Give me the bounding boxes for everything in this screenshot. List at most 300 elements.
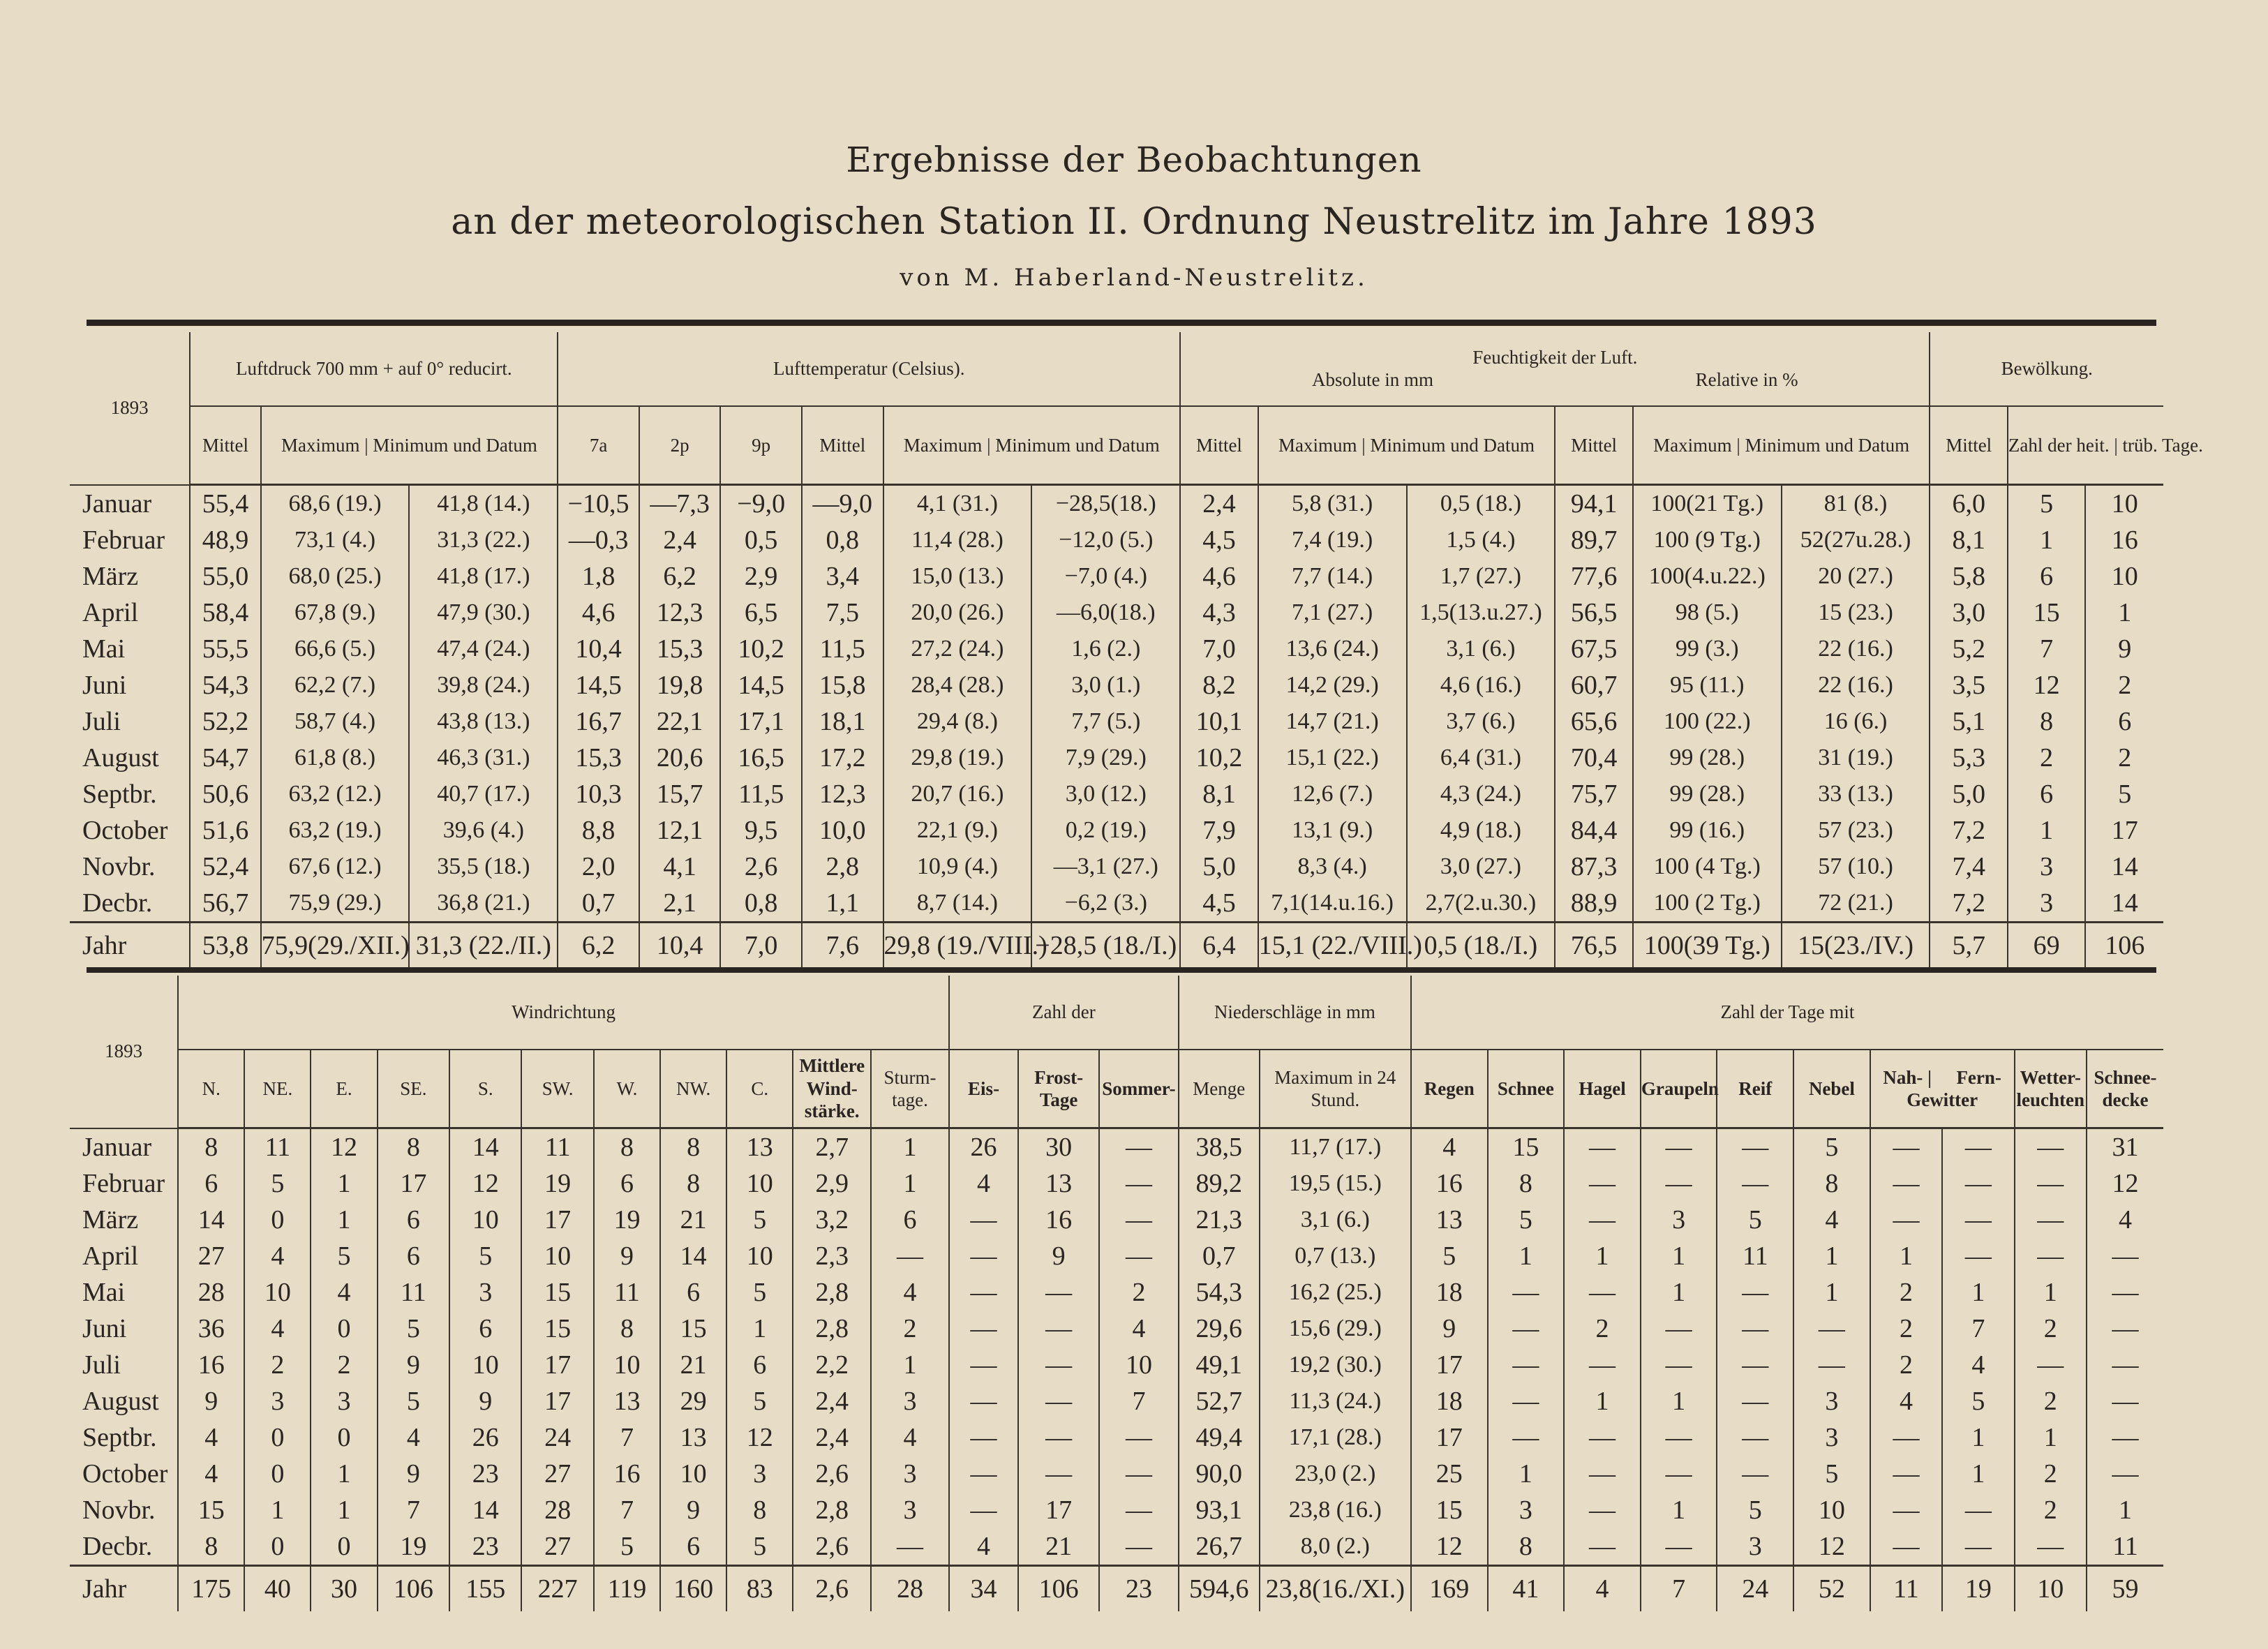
- bottom-value-cell: 0,7: [1179, 1238, 1260, 1274]
- top-value-cell: 3,0 (1.): [1031, 667, 1180, 703]
- bottom-jahr-cell: 59: [2087, 1566, 2163, 1612]
- top-value-cell: 15,3: [558, 740, 639, 776]
- bottom-value-cell: 2: [2015, 1456, 2087, 1492]
- bottom-value-cell: —: [871, 1528, 949, 1566]
- bottom-value-cell: —: [1018, 1383, 1099, 1419]
- bottom-value-cell: 1: [1488, 1456, 1565, 1492]
- top-row: [70, 703, 2163, 740]
- top-value-cell: —7,3: [639, 485, 721, 523]
- bottom-row: [70, 1492, 2163, 1528]
- top-value-cell: 73,1 (4.): [261, 522, 410, 558]
- top-value-cell: 6,2: [639, 558, 721, 595]
- top-value-cell: 36,8 (21.): [409, 885, 558, 923]
- top-jahr-cell: 69: [2008, 923, 2085, 969]
- bottom-value-cell: —: [2087, 1238, 2163, 1274]
- bottom-value-cell: 12: [449, 1165, 521, 1202]
- top-value-cell: 15,7: [639, 776, 721, 812]
- bottom-row: [70, 1311, 2163, 1347]
- top-value-cell: 77,6: [1555, 558, 1632, 595]
- wind-n-header: N.: [178, 1050, 244, 1128]
- bottom-value-cell: —: [1099, 1456, 1179, 1492]
- bottom-jahr-cell: 119: [594, 1566, 660, 1612]
- bottom-value-cell: 10: [660, 1456, 726, 1492]
- top-value-cell: 12,3: [639, 595, 721, 631]
- bottom-value-cell: 5: [1793, 1128, 1870, 1166]
- bottom-value-cell: —: [871, 1238, 949, 1274]
- bottom-month-cell: April: [82, 1241, 139, 1271]
- niederschlaege-header: Niederschläge in mm: [1179, 976, 1411, 1050]
- bottom-value-cell: 2: [871, 1311, 949, 1347]
- top-value-cell: 46,3 (31.): [409, 740, 558, 776]
- bottom-row: [70, 1528, 2163, 1566]
- bottom-row: [70, 1456, 2163, 1492]
- bottom-value-cell: 15: [1488, 1128, 1565, 1166]
- top-value-cell: 6,0: [1930, 485, 2007, 523]
- top-value-cell: 65,6: [1555, 703, 1632, 740]
- top-value-cell: 12: [2008, 667, 2085, 703]
- top-value-cell: 5,3: [1930, 740, 2007, 776]
- top-value-cell: 4,1: [639, 849, 721, 885]
- top-value-cell: 3,0: [1930, 595, 2007, 631]
- bottom-value-cell: 3: [871, 1492, 949, 1528]
- tage-mit-header: Zahl der Tage mit: [1411, 976, 2163, 1050]
- bottom-value-cell: 17: [378, 1165, 449, 1202]
- bottom-value-cell: 6: [726, 1347, 793, 1383]
- bottom-value-cell: 3: [871, 1383, 949, 1419]
- bew-zahl-header: Zahl der heit. | trüb. Tage.: [2008, 406, 2163, 485]
- top-value-cell: 100 (2 Tg.): [1633, 885, 1782, 923]
- bottom-value-cell: 11: [594, 1274, 660, 1311]
- top-value-cell: 40,7 (17.): [409, 776, 558, 812]
- bottom-value-cell: 8: [594, 1128, 660, 1166]
- bottom-value-cell: 17: [521, 1347, 593, 1383]
- bottom-value-cell: 90,0: [1179, 1456, 1260, 1492]
- top-value-cell: 31 (19.): [1782, 740, 1930, 776]
- top-value-cell: 67,6 (12.): [261, 849, 410, 885]
- top-value-cell: 15,3: [639, 631, 721, 667]
- bottom-row: [70, 1419, 2163, 1456]
- bottom-value-cell: —: [1717, 1456, 1793, 1492]
- bottom-value-cell: 49,4: [1179, 1419, 1260, 1456]
- top-value-cell: 8: [2008, 703, 2085, 740]
- bottom-value-cell: 1: [726, 1311, 793, 1347]
- bottom-value-cell: 12: [1411, 1528, 1488, 1566]
- bottom-value-cell: 1: [2015, 1274, 2087, 1311]
- top-jahr-cell: 6,2: [558, 923, 639, 969]
- top-value-cell: 20,0 (26.): [883, 595, 1032, 631]
- bottom-value-cell: 5: [1411, 1238, 1488, 1274]
- bottom-value-cell: 5: [1942, 1383, 2014, 1419]
- top-value-cell: 7,4 (19.): [1258, 522, 1407, 558]
- bottom-value-cell: 8: [726, 1492, 793, 1528]
- nah-label: Nah- |: [1883, 1066, 1932, 1088]
- top-value-cell: 7,5: [802, 595, 883, 631]
- bottom-value-cell: —: [1942, 1528, 2014, 1566]
- top-row: [70, 812, 2163, 849]
- bottom-value-cell: 19: [594, 1202, 660, 1238]
- bottom-value-cell: —: [949, 1383, 1018, 1419]
- bottom-value-cell: —: [1793, 1347, 1870, 1383]
- schnee-header: Schnee: [1488, 1050, 1565, 1128]
- top-value-cell: 2,0: [558, 849, 639, 885]
- top-value-cell: 7,9 (29.): [1031, 740, 1180, 776]
- top-value-cell: 4,3 (24.): [1407, 776, 1555, 812]
- bottom-value-cell: —: [1488, 1347, 1565, 1383]
- top-value-cell: 75,7: [1555, 776, 1632, 812]
- top-month-cell: Mai: [82, 634, 126, 664]
- top-row: [70, 667, 2163, 703]
- bottom-value-cell: 2,6: [793, 1456, 871, 1492]
- bottom-value-cell: 9: [378, 1347, 449, 1383]
- top-value-cell: 56,5: [1555, 595, 1632, 631]
- bottom-value-cell: 10: [594, 1347, 660, 1383]
- bottom-value-cell: 8,0 (2.): [1260, 1528, 1411, 1566]
- bottom-jahr-cell: 155: [449, 1566, 521, 1612]
- top-value-cell: 1,5 (4.): [1407, 522, 1555, 558]
- bottom-value-cell: —: [949, 1202, 1018, 1238]
- bottom-value-cell: —: [2087, 1347, 2163, 1383]
- bottom-value-cell: 2: [1870, 1311, 1942, 1347]
- bottom-value-cell: 3,1 (6.): [1260, 1202, 1411, 1238]
- bottom-value-cell: —: [1564, 1347, 1641, 1383]
- top-value-cell: 67,5: [1555, 631, 1632, 667]
- bottom-value-cell: 2: [1099, 1274, 1179, 1311]
- bottom-value-cell: 28: [178, 1274, 244, 1311]
- top-row: [70, 740, 2163, 776]
- bottom-value-cell: 1: [871, 1128, 949, 1166]
- top-value-cell: 14,5: [720, 667, 802, 703]
- top-value-cell: 29,8 (19.): [883, 740, 1032, 776]
- top-jahr-cell: 6,4: [1180, 923, 1258, 969]
- bottom-value-cell: 1: [1641, 1492, 1717, 1528]
- top-value-cell: 20,6: [639, 740, 721, 776]
- bottom-jahr-cell: 175: [178, 1566, 244, 1612]
- top-value-cell: 47,4 (24.): [409, 631, 558, 667]
- top-value-cell: 14,5: [558, 667, 639, 703]
- bottom-value-cell: 0: [311, 1419, 377, 1456]
- bottom-value-cell: —: [1099, 1492, 1179, 1528]
- bottom-value-cell: —: [1717, 1419, 1793, 1456]
- top-value-cell: 2,1: [639, 885, 721, 923]
- bottom-value-cell: 29: [660, 1383, 726, 1419]
- top-value-cell: 2,8: [802, 849, 883, 885]
- bottom-value-cell: —: [949, 1238, 1018, 1274]
- bottom-value-cell: 1: [1488, 1238, 1565, 1274]
- bottom-jahr-cell: 24: [1717, 1566, 1793, 1612]
- bottom-row: [70, 1128, 2163, 1166]
- top-value-cell: 16: [2085, 522, 2163, 558]
- bottom-value-cell: —: [1488, 1274, 1565, 1311]
- year-header: 1893: [70, 332, 190, 485]
- top-value-cell: 2,9: [720, 558, 802, 595]
- sommertage-header: Sommer-: [1099, 1050, 1179, 1128]
- top-jahr-cell: 75,9(29./XII.): [261, 923, 410, 969]
- bottom-value-cell: 49,1: [1179, 1347, 1260, 1383]
- bottom-value-cell: 13: [594, 1383, 660, 1419]
- bottom-value-cell: 38,5: [1179, 1128, 1260, 1166]
- top-value-cell: 1: [2008, 522, 2085, 558]
- bottom-value-cell: 17,1 (28.): [1260, 1419, 1411, 1456]
- bottom-value-cell: 15: [521, 1311, 593, 1347]
- climate-table-bottom: [70, 976, 2163, 1611]
- wind-sw-header: SW.: [521, 1050, 593, 1128]
- bottom-value-cell: 6: [378, 1238, 449, 1274]
- rel-maxmin-header: Maximum | Minimum und Datum: [1633, 406, 1930, 485]
- top-value-cell: 10,4: [558, 631, 639, 667]
- bottom-value-cell: 5: [726, 1202, 793, 1238]
- middle-rule: [87, 967, 2156, 973]
- bottom-value-cell: 27: [521, 1528, 593, 1566]
- top-value-cell: 14,7 (21.): [1258, 703, 1407, 740]
- bottom-value-cell: 19: [378, 1528, 449, 1566]
- top-value-cell: 0,5 (18.): [1407, 485, 1555, 523]
- top-value-cell: 15 (23.): [1782, 595, 1930, 631]
- bottom-jahr-cell: 28: [871, 1566, 949, 1612]
- bottom-value-cell: 4: [1099, 1311, 1179, 1347]
- top-value-cell: 2,4: [1180, 485, 1258, 523]
- bottom-value-cell: 7: [378, 1492, 449, 1528]
- top-value-cell: 17,2: [802, 740, 883, 776]
- bottom-value-cell: 6: [660, 1274, 726, 1311]
- bottom-month-cell: Januar: [82, 1132, 152, 1162]
- bottom-jahr-label: Jahr: [70, 1566, 178, 1612]
- bottom-value-cell: 3: [871, 1456, 949, 1492]
- bottom-value-cell: —: [1488, 1311, 1565, 1347]
- bottom-value-cell: —: [1018, 1274, 1099, 1311]
- bottom-value-cell: 0,7 (13.): [1260, 1238, 1411, 1274]
- top-month-cell: August: [82, 743, 159, 773]
- top-value-cell: 41,8 (17.): [409, 558, 558, 595]
- top-value-cell: 68,6 (19.): [261, 485, 410, 523]
- top-value-cell: 99 (16.): [1633, 812, 1782, 849]
- bottom-value-cell: 1: [1564, 1238, 1641, 1274]
- bottom-value-cell: —: [1641, 1311, 1717, 1347]
- top-value-cell: 8,8: [558, 812, 639, 849]
- top-value-cell: 13,6 (24.): [1258, 631, 1407, 667]
- bottom-value-cell: 3: [311, 1383, 377, 1419]
- top-value-cell: 67,8 (9.): [261, 595, 410, 631]
- bottom-jahr-cell: 52: [1793, 1566, 1870, 1612]
- bottom-value-cell: 21,3: [1179, 1202, 1260, 1238]
- top-value-cell: 1,6 (2.): [1031, 631, 1180, 667]
- top-month-cell: April: [82, 598, 139, 627]
- bottom-value-cell: 5: [726, 1383, 793, 1419]
- bottom-value-cell: 8: [178, 1528, 244, 1566]
- bottom-month-cell: Juni: [82, 1314, 127, 1343]
- bottom-value-cell: 13: [1018, 1165, 1099, 1202]
- bottom-jahr-cell: 11: [1870, 1566, 1942, 1612]
- bottom-value-cell: 4: [1942, 1347, 2014, 1383]
- bottom-value-cell: —: [2087, 1456, 2163, 1492]
- top-value-cell: 4,6: [558, 595, 639, 631]
- lufttemperatur-header: Lufttemperatur (Celsius).: [558, 332, 1180, 406]
- gewitter-header: [1870, 1050, 2015, 1128]
- bottom-jahr-cell: 34: [949, 1566, 1018, 1612]
- top-row: [70, 595, 2163, 631]
- bottom-value-cell: —: [2087, 1383, 2163, 1419]
- title-line-2: an der meteorologischen Station II. Ordnung Neustrelitz im Jahre 1893: [451, 201, 1817, 243]
- hagel-header: Hagel: [1564, 1050, 1641, 1128]
- bottom-value-cell: —: [1018, 1456, 1099, 1492]
- bottom-value-cell: 8: [1793, 1165, 1870, 1202]
- bottom-value-cell: —: [1942, 1165, 2014, 1202]
- bottom-value-cell: —: [1870, 1202, 1942, 1238]
- top-value-cell: 15,0 (13.): [883, 558, 1032, 595]
- top-value-cell: —9,0: [802, 485, 883, 523]
- bottom-value-cell: 1: [2015, 1419, 2087, 1456]
- top-value-cell: 63,2 (12.): [261, 776, 410, 812]
- top-jahr-cell: 10,4: [639, 923, 721, 969]
- top-month-cell: Novbr.: [82, 852, 156, 881]
- bottom-value-cell: 1: [1942, 1274, 2014, 1311]
- abs-mittel-header: Mittel: [1180, 406, 1258, 485]
- top-value-cell: 54,3: [190, 667, 260, 703]
- bottom-value-cell: —: [949, 1311, 1018, 1347]
- top-value-cell: 68,0 (25.): [261, 558, 410, 595]
- top-value-cell: 10,1: [1180, 703, 1258, 740]
- top-value-cell: 98 (5.): [1633, 595, 1782, 631]
- top-jahr-cell: −28,5 (18./I.): [1031, 923, 1180, 969]
- bottom-value-cell: 4: [1870, 1383, 1942, 1419]
- bottom-jahr-cell: 7: [1641, 1566, 1717, 1612]
- bottom-value-cell: —: [1564, 1528, 1641, 1566]
- bottom-value-cell: —: [1942, 1202, 2014, 1238]
- top-row: [70, 522, 2163, 558]
- relative-header: Relative in %: [1695, 368, 1798, 390]
- bottom-value-cell: 4: [178, 1419, 244, 1456]
- top-value-cell: 1,7 (27.): [1407, 558, 1555, 595]
- bottom-value-cell: 9: [1018, 1238, 1099, 1274]
- top-value-cell: −7,0 (4.): [1031, 558, 1180, 595]
- wind-c-header: C.: [726, 1050, 793, 1128]
- bottom-value-cell: 36: [178, 1311, 244, 1347]
- title-line-1: Ergebnisse der Beobachtungen: [846, 140, 1422, 180]
- top-value-cell: 8,2: [1180, 667, 1258, 703]
- top-value-cell: 56,7: [190, 885, 260, 923]
- top-value-cell: 7,2: [1930, 885, 2007, 923]
- bottom-value-cell: —: [1793, 1311, 1870, 1347]
- top-value-cell: 15,1 (22.): [1258, 740, 1407, 776]
- top-value-cell: 50,6: [190, 776, 260, 812]
- bottom-value-cell: 5: [594, 1528, 660, 1566]
- bottom-value-cell: 21: [660, 1347, 726, 1383]
- bottom-month-cell: Novbr.: [82, 1495, 156, 1525]
- bottom-value-cell: 2: [2015, 1492, 2087, 1528]
- bottom-value-cell: 15,6 (29.): [1260, 1311, 1411, 1347]
- bottom-value-cell: 2: [1870, 1274, 1942, 1311]
- top-value-cell: 58,4: [190, 595, 260, 631]
- top-value-cell: 3: [2008, 849, 2085, 885]
- top-value-cell: 10: [2085, 485, 2163, 523]
- top-value-cell: 43,8 (13.): [409, 703, 558, 740]
- bottom-value-cell: 1: [871, 1165, 949, 1202]
- top-value-cell: 5,0: [1180, 849, 1258, 885]
- top-month-cell: Decbr.: [82, 888, 153, 918]
- bottom-value-cell: 4: [378, 1419, 449, 1456]
- top-month-cell: Februar: [82, 525, 165, 555]
- wind-se-header: SE.: [378, 1050, 449, 1128]
- bottom-row: [70, 1165, 2163, 1202]
- bottom-value-cell: 14: [449, 1128, 521, 1166]
- top-value-cell: 88,9: [1555, 885, 1632, 923]
- bottom-value-cell: 15: [178, 1492, 244, 1528]
- top-value-cell: 33 (13.): [1782, 776, 1930, 812]
- bottom-value-cell: 3,2: [793, 1202, 871, 1238]
- top-value-cell: 4,9 (18.): [1407, 812, 1555, 849]
- top-jahr-cell: 5,7: [1930, 923, 2007, 969]
- bottom-value-cell: 0: [244, 1456, 311, 1492]
- top-value-cell: 0,8: [720, 885, 802, 923]
- top-jahr-cell: 31,3 (22./II.): [409, 923, 558, 969]
- bottom-value-cell: 4: [871, 1274, 949, 1311]
- bottom-value-cell: 6: [178, 1165, 244, 1202]
- bottom-value-cell: 3: [1793, 1419, 1870, 1456]
- bottom-value-cell: —: [2015, 1238, 2087, 1274]
- bottom-value-cell: 1: [244, 1492, 311, 1528]
- bottom-value-cell: 2,8: [793, 1274, 871, 1311]
- top-jahr-cell: 7,6: [802, 923, 883, 969]
- top-value-cell: 31,3 (22.): [409, 522, 558, 558]
- top-value-cell: 5: [2008, 485, 2085, 523]
- bottom-value-cell: —: [1641, 1528, 1717, 1566]
- top-month-cell: Septbr.: [82, 779, 157, 809]
- top-value-cell: 7,1 (27.): [1258, 595, 1407, 631]
- top-value-cell: 72 (21.): [1782, 885, 1930, 923]
- bottom-value-cell: 2: [311, 1347, 377, 1383]
- top-value-cell: 75,9 (29.): [261, 885, 410, 923]
- bottom-value-cell: 30: [1018, 1128, 1099, 1166]
- bottom-value-cell: 3: [726, 1456, 793, 1492]
- bottom-value-cell: 11: [2087, 1528, 2163, 1566]
- bottom-value-cell: 9: [378, 1456, 449, 1492]
- bottom-jahr-cell: 40: [244, 1566, 311, 1612]
- top-value-cell: 94,1: [1555, 485, 1632, 523]
- top-jahr-cell: 7,0: [720, 923, 802, 969]
- bottom-value-cell: 3: [1488, 1492, 1565, 1528]
- bottom-value-cell: 5: [1717, 1492, 1793, 1528]
- bottom-value-cell: 3: [1641, 1202, 1717, 1238]
- frosttage-header: Frost-Tage: [1018, 1050, 1099, 1128]
- bottom-value-cell: 4: [178, 1456, 244, 1492]
- top-value-cell: 16,7: [558, 703, 639, 740]
- bottom-value-cell: 4: [244, 1238, 311, 1274]
- bottom-row: [70, 1347, 2163, 1383]
- bottom-value-cell: 12: [2087, 1165, 2163, 1202]
- bottom-value-cell: 0: [244, 1528, 311, 1566]
- top-row: [70, 849, 2163, 885]
- top-value-cell: 55,4: [190, 485, 260, 523]
- bottom-value-cell: 9: [594, 1238, 660, 1274]
- bottom-value-cell: 2: [2015, 1311, 2087, 1347]
- bottom-value-cell: 10: [726, 1238, 793, 1274]
- bottom-value-cell: 2,8: [793, 1311, 871, 1347]
- top-value-cell: 7: [2008, 631, 2085, 667]
- top-value-cell: 4,6: [1180, 558, 1258, 595]
- nebel-header: Nebel: [1793, 1050, 1870, 1128]
- top-value-cell: 48,9: [190, 522, 260, 558]
- bottom-value-cell: —: [2087, 1311, 2163, 1347]
- top-row: [70, 631, 2163, 667]
- bottom-jahr-cell: 106: [1018, 1566, 1099, 1612]
- bottom-value-cell: —: [1488, 1419, 1565, 1456]
- top-value-cell: 19,8: [639, 667, 721, 703]
- graupeln-header: Graupeln: [1641, 1050, 1717, 1128]
- bottom-value-cell: 8: [660, 1128, 726, 1166]
- bottom-value-cell: 8: [178, 1128, 244, 1166]
- top-value-cell: 10,9 (4.): [883, 849, 1032, 885]
- top-jahr-cell: 15,1 (22./VIII.): [1258, 923, 1407, 969]
- top-value-cell: 99 (28.): [1633, 776, 1782, 812]
